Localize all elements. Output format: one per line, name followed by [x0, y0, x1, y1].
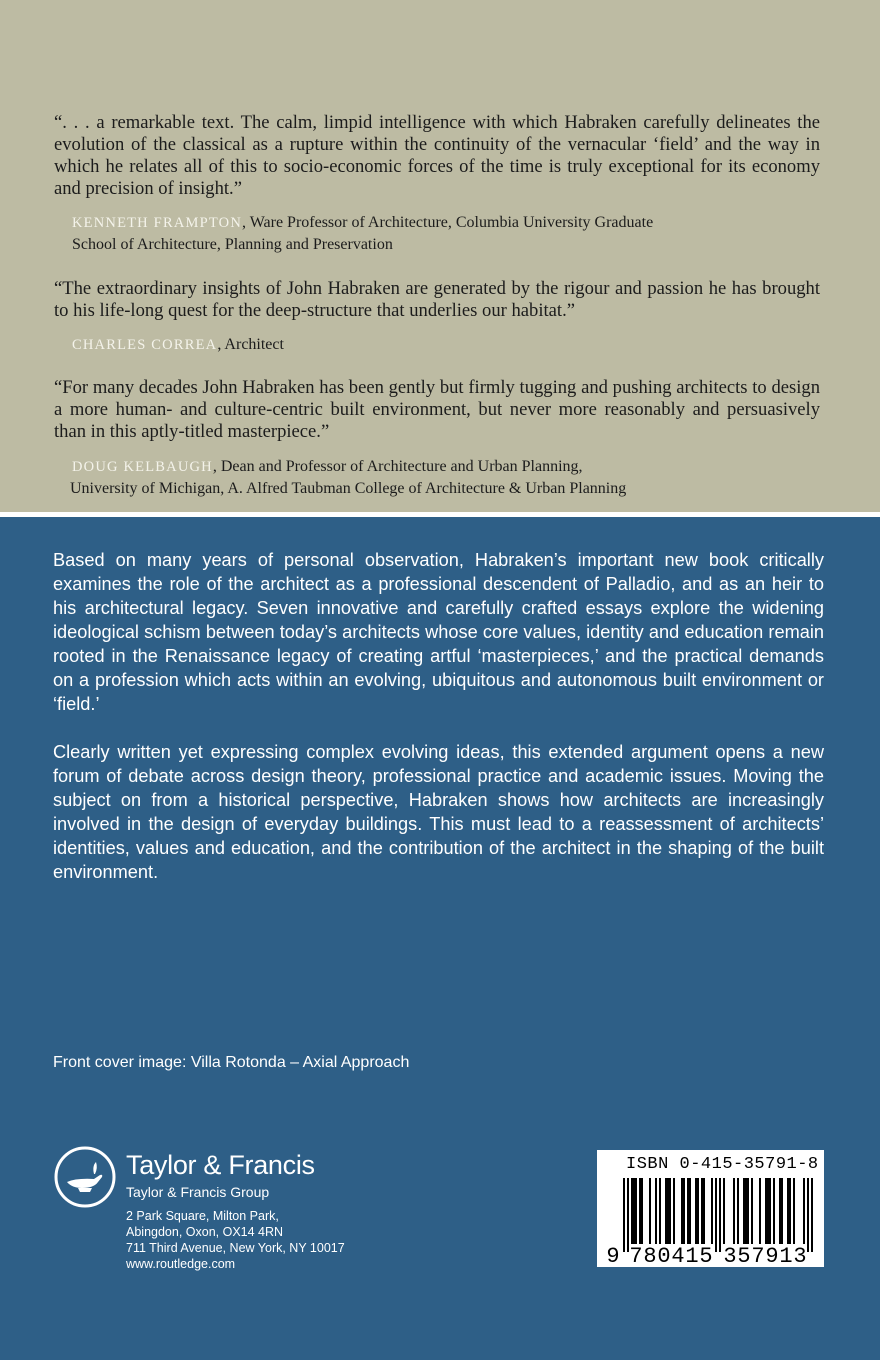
barcode-bar [669, 1178, 671, 1244]
barcode-bar [737, 1178, 739, 1244]
attribution-correa [72, 334, 772, 356]
barcode-bar [641, 1178, 643, 1244]
publisher-address-line: 711 Third Avenue, New York, NY 10017 [126, 1241, 345, 1255]
barcode-bar [703, 1178, 705, 1244]
barcode-bar [683, 1178, 685, 1244]
barcode-digit: 7 [629, 1244, 643, 1264]
barcode-bar [751, 1178, 753, 1244]
barcode-bar [633, 1178, 635, 1244]
barcode-bar [711, 1178, 713, 1244]
barcode-bar [701, 1178, 703, 1244]
publisher-address-line: Abingdon, Oxon, OX14 4RN [126, 1225, 284, 1239]
barcode [605, 1178, 817, 1264]
oil-lamp-icon [54, 1146, 116, 1208]
barcode-bar [773, 1178, 775, 1244]
barcode-bar [687, 1178, 689, 1244]
barcode-bar [767, 1178, 769, 1244]
barcode-bar [769, 1178, 771, 1244]
barcode-digit: 1 [779, 1244, 793, 1264]
barcode-bar [811, 1178, 813, 1252]
barcode-digit: 5 [699, 1244, 713, 1264]
barcode-bar [743, 1178, 745, 1244]
barcode-digit: 7 [751, 1244, 765, 1264]
barcode-bar [765, 1178, 767, 1244]
barcode-bar [745, 1178, 747, 1244]
attribution-name: CHARLES CORREA [72, 337, 218, 353]
barcode-bar [635, 1178, 637, 1244]
quote-correa: “The extraordinary insights of John Habraken are generated by the rigour and passion he has brought to his life-long quest for the deep-structure that underlies our habitat.” [54, 278, 820, 321]
barcode-bar [689, 1178, 691, 1244]
barcode-digit: 5 [737, 1244, 751, 1264]
barcode-bar [759, 1178, 761, 1244]
barcode-bar [655, 1178, 657, 1244]
barcode-bar [789, 1178, 791, 1244]
publisher-group: Taylor & Francis Group [126, 1184, 270, 1200]
barcode-bar [649, 1178, 651, 1244]
barcode-digit: 0 [657, 1244, 671, 1264]
barcode-bar [659, 1178, 661, 1244]
barcode-digit: 4 [671, 1244, 685, 1264]
barcode-bar [695, 1178, 697, 1244]
attribution-role: , Architect [217, 336, 284, 353]
barcode-bar [781, 1178, 783, 1244]
barcode-bar [665, 1178, 667, 1244]
barcode-bar [681, 1178, 683, 1244]
description-paragraph-2: Clearly written yet expressing complex evolving ideas, this extended argument opens a new forum of debate across design theory, professional practice and academic issues. Moving the subject on from a historical perspective, Habraken shows how architects are increasingly involved in the design of everyday buildings. This must lead to a reassessment of architects’ identities, values and education, and the contribution of the architect in the shaping of the built environment. [53, 742, 824, 882]
attribution-name: DOUG KELBAUGH [72, 459, 213, 475]
barcode-bar [719, 1178, 721, 1252]
attribution-role: , Dean and Professor of Architecture and Urban Planning, [212, 458, 583, 475]
barcode-bar [623, 1178, 625, 1252]
attribution-role: , Ware Professor of Architecture, Columbia University Graduate [241, 214, 654, 231]
publisher-address-line: 2 Park Square, Milton Park, [126, 1209, 279, 1223]
attribution-name: KENNETH FRAMPTON [72, 215, 242, 231]
quote-kelbaugh: “For many decades John Habraken has been gently but firmly tugging and pushing architects to design a more human- and culture-centric built environment, but never more reasonably and persuasively than in this aptly-titled masterpiece.” [54, 377, 820, 442]
barcode-bar [803, 1178, 805, 1244]
barcode-bar [673, 1178, 675, 1244]
cover-image-credit: Front cover image: Villa Rotonda – Axial Approach [53, 1054, 410, 1071]
attribution-kelbaugh [72, 456, 772, 478]
attribution-frampton-line2: School of Architecture, Planning and Preservation [72, 236, 393, 253]
barcode-bar [793, 1178, 795, 1244]
barcode-bar [787, 1178, 789, 1244]
barcode-digit: 9 [765, 1244, 779, 1264]
barcode-bar [715, 1178, 717, 1252]
barcode-digit: 3 [723, 1244, 737, 1264]
publisher-name: Taylor & Francis [126, 1150, 315, 1180]
barcode-bar [779, 1178, 781, 1244]
barcode-bar [627, 1178, 629, 1252]
attribution-kelbaugh-line2: University of Michigan, A. Alfred Taubman College of Architecture & Urban Planning [70, 480, 627, 497]
publisher-website: www.routledge.com [126, 1257, 236, 1271]
description-paragraph-1: Based on many years of personal observation, Habraken’s important new book critically examines the role of the architect as a professional descendent of Palladio, and as an heir to his architectural legacy. Seven innovative and carefully crafted essays explore the widening ideological schism between today’s architects whose core values, identity and education remain rooted in the Renaissance legacy of creating artful ‘masterpieces,’ and the practical demands on a profession which acts within an evolving, ubiquitous and autonomous built environment or ‘field.’ [53, 550, 824, 714]
quote-frampton: “. . . a remarkable text. The calm, limpid intelligence with which Habraken carefully delineates the evolution of the classical as a rupture within the continuity of the vernacular ‘field’ and the way in which he relates all of this to socio-economic forces of the time is truly exceptional for its economy and precision of insight.” [54, 112, 820, 199]
barcode-digit: 1 [685, 1244, 699, 1264]
barcode-bar [723, 1178, 725, 1244]
barcode-bar [733, 1178, 735, 1244]
barcode-bar [631, 1178, 633, 1244]
barcode-bar [639, 1178, 641, 1244]
attribution-frampton [72, 212, 772, 234]
barcode-bar [667, 1178, 669, 1244]
barcode-bar [747, 1178, 749, 1244]
barcode-digit: 8 [643, 1244, 657, 1264]
barcode-digit: 3 [793, 1244, 807, 1264]
barcode-bar [807, 1178, 809, 1252]
barcode-digit: 9 [606, 1244, 620, 1264]
isbn-label: ISBN 0-415-35791-8 [626, 1155, 819, 1174]
barcode-bar [697, 1178, 699, 1244]
